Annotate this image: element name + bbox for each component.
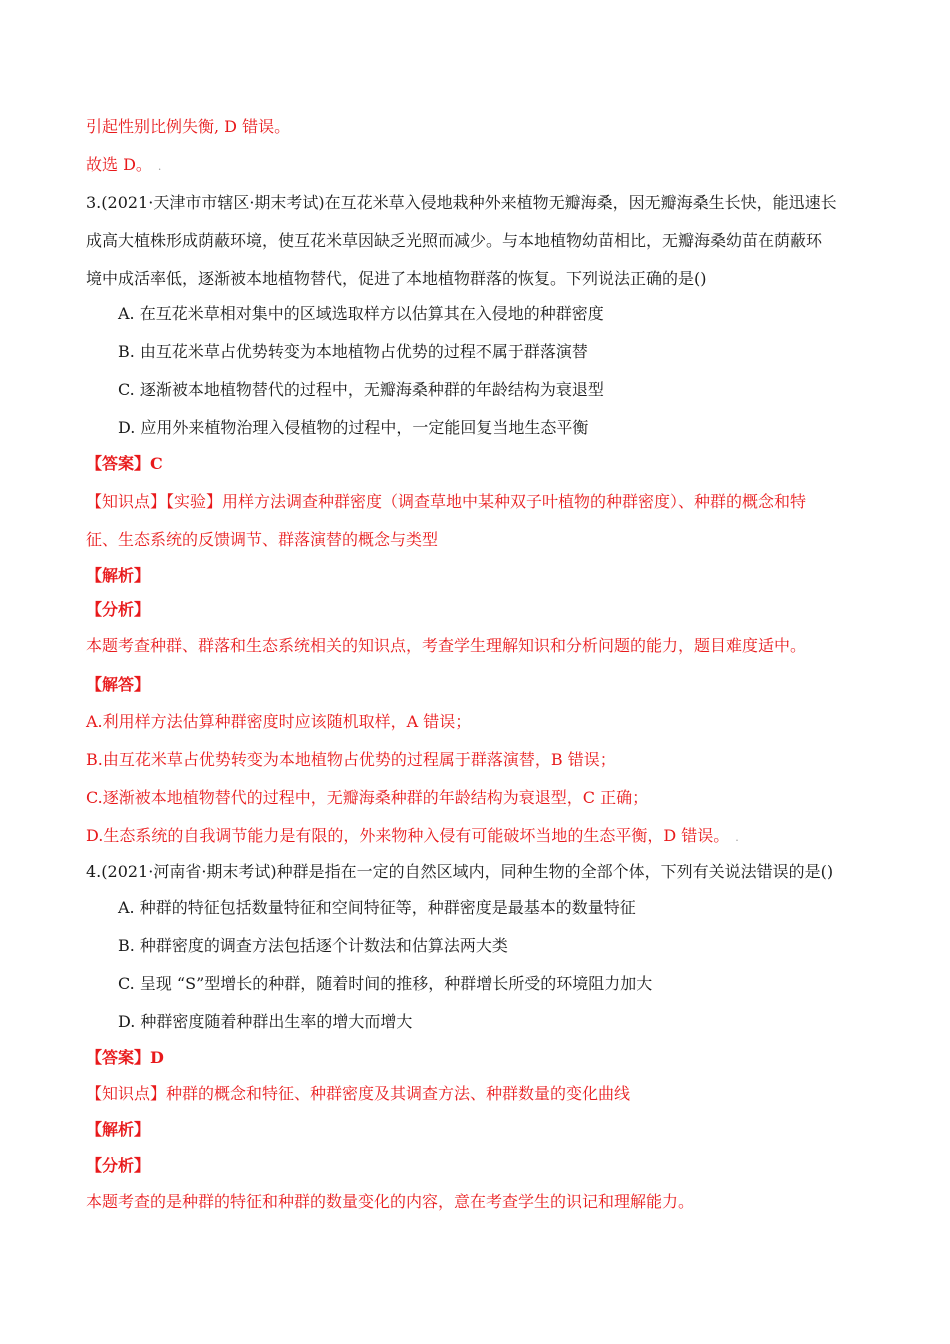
q4-answer: 【答案】D <box>86 1048 164 1067</box>
q3-fenxi-heading: 【分析】 <box>86 600 151 619</box>
q4-jiexi-heading: 【解析】 <box>86 1120 151 1139</box>
q3-fenxi-text: 本题考查种群、群落和生态系统相关的知识点，考查学生理解知识和分析问题的能力，题目难度适中。 <box>86 636 807 655</box>
trailing-dot: . <box>735 831 739 844</box>
q3-stem-line3: 境中成活率低，逐渐被本地植物替代，促进了本地植物群落的恢复。下列说法正确的是() <box>86 269 707 288</box>
prev-explanation-tail: 引起性别比例失衡, D 错误。 <box>86 117 291 136</box>
prev-answer-choice <box>86 154 161 178</box>
q3-jieda-heading: 【解答】 <box>86 675 151 694</box>
q3-jieda-c: C.逐渐被本地植物替代的过程中，无瓣海桑种群的年龄结构为衰退型，C 正确； <box>86 788 649 807</box>
q4-fenxi-text: 本题考查的是种群的特征和种群的数量变化的内容，意在考查学生的识记和理解能力。 <box>86 1192 695 1211</box>
q3-jieda-d <box>86 825 739 849</box>
q4-option-a: A. 种群的特征包括数量特征和空间特征等，种群密度是最基本的数量特征 <box>118 898 636 917</box>
q3-knowledge-line1: 【知识点】【实验】用样方法调查种群密度（调查草地中某种双子叶植物的种群密度）、种群的概念和特 <box>86 492 807 511</box>
q3-option-b: B. 由互花米草占优势转变为本地植物占优势的过程不属于群落演替 <box>118 342 588 361</box>
q3-jieda-d-text: D.生态系统的自我调节能力是有限的，外来物种入侵有可能破坏当地的生态平衡，D 错误。 <box>86 826 730 845</box>
q3-option-d: D. 应用外来植物治理入侵植物的过程中，一定能回复当地生态平衡 <box>118 418 589 437</box>
q4-option-c: C. 呈现 “S”型增长的种群，随着时间的推移，种群增长所受的环境阻力加大 <box>118 974 653 993</box>
q3-jieda-a: A.利用样方法估算种群密度时应该随机取样，A 错误； <box>86 712 472 731</box>
trailing-dot: . <box>157 160 162 173</box>
q3-jieda-b: B.由互花米草占优势转变为本地植物占优势的过程属于群落演替，B 错误； <box>86 750 616 769</box>
q4-option-d: D. 种群密度随着种群出生率的增大而增大 <box>118 1012 413 1031</box>
q4-knowledge: 【知识点】种群的概念和特征、种群密度及其调查方法、种群数量的变化曲线 <box>86 1084 631 1103</box>
q3-stem-line2: 成高大植株形成荫蔽环境，使互花米草因缺乏光照而减少。与本地植物幼苗相比，无瓣海桑幼苗在荫蔽环 <box>86 231 823 250</box>
q4-stem-line1: 4.(2021·河南省·期末考试)种群是指在一定的自然区域内，同种生物的全部个体，下列有关说法错误的是() <box>86 862 834 881</box>
q3-stem-line1: 3.(2021·天津市市辖区·期末考试)在互花米草入侵地栽种外来植物无瓣海桑，因无瓣海桑生长快，能迅速长 <box>86 193 837 212</box>
q3-knowledge-line2: 征、生态系统的反馈调节、群落演替的概念与类型 <box>86 530 439 549</box>
q3-option-a: A. 在互花米草相对集中的区域选取样方以估算其在入侵地的种群密度 <box>118 304 604 323</box>
q4-option-b: B. 种群密度的调查方法包括逐个计数法和估算法两大类 <box>118 936 508 955</box>
q3-option-c: C. 逐渐被本地植物替代的过程中，无瓣海桑种群的年龄结构为衰退型 <box>118 380 604 399</box>
prev-answer-text: 故选 D。 <box>86 155 152 174</box>
q4-fenxi-heading: 【分析】 <box>86 1156 151 1175</box>
q3-answer: 【答案】C <box>86 454 163 473</box>
q3-jiexi-heading: 【解析】 <box>86 566 151 585</box>
